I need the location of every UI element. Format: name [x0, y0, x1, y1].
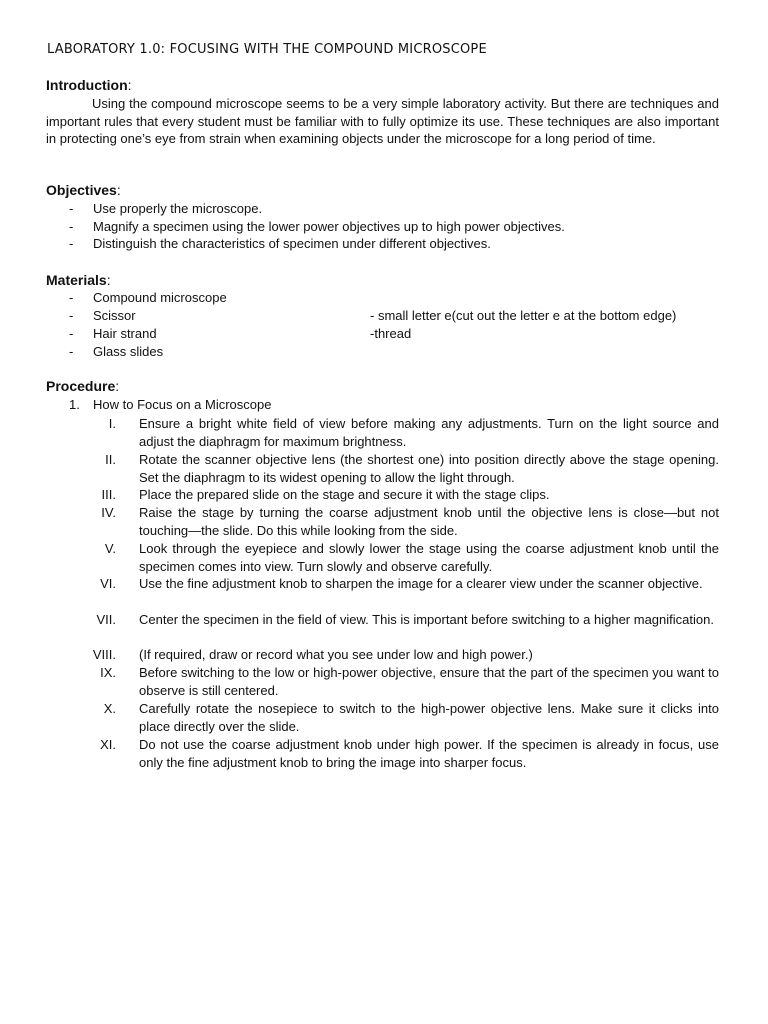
step-number: II.	[105, 452, 116, 467]
material-item	[0, 308, 768, 326]
bullet-dash: -	[69, 326, 74, 341]
material-text: Hair strand	[93, 326, 157, 341]
introduction-heading-text: Introduction	[46, 77, 128, 93]
introduction-heading-colon: :	[127, 77, 132, 93]
step-text: Carefully rotate the nosepiece to switch to the high-power objective lens. Make sure it clicks into place directly over the slide.	[139, 701, 719, 734]
materials-heading	[46, 272, 111, 288]
objective-item	[0, 219, 768, 237]
step-number: III.	[101, 487, 116, 502]
materials-heading-colon: :	[106, 272, 111, 288]
introduction-heading	[46, 77, 132, 93]
material-item	[0, 344, 768, 362]
section-number: 1.	[69, 397, 80, 412]
materials-heading-text: Materials	[46, 272, 107, 288]
procedure-section-title	[69, 397, 271, 412]
step-text: Do not use the coarse adjustment knob under high power. If the specimen is already in focus, use only the fine adjustment knob to bring the image into sharper focus.	[139, 737, 719, 770]
procedure-heading-text: Procedure	[46, 378, 116, 394]
step-text: Use the fine adjustment knob to sharpen the image for a clearer view under the scanner objective.	[139, 576, 703, 591]
step-number: VI.	[100, 576, 116, 591]
procedure-heading-colon: :	[115, 378, 120, 394]
bullet-dash: -	[69, 219, 74, 234]
step-number: VII.	[96, 612, 116, 627]
step-text: Raise the stage by turning the coarse adjustment knob until the objective lens is close—but not touching—the slide. Do this while looking from the side.	[139, 505, 719, 538]
material-item	[0, 326, 768, 344]
bullet-dash: -	[69, 236, 74, 251]
objectives-heading-text: Objectives	[46, 182, 117, 198]
material-text: Glass slides	[93, 344, 164, 359]
step-text: Look through the eyepiece and slowly lower the stage using the coarse adjustment knob until the specimen comes into view. Turn slowly and observe carefully.	[139, 541, 719, 574]
objective-item	[0, 236, 768, 254]
step-number: IV.	[101, 505, 116, 520]
objectives-heading-colon: :	[116, 182, 121, 198]
objectives-heading	[46, 182, 121, 198]
material-text: Scissor	[93, 308, 136, 323]
step-text: Ensure a bright white field of view before making any adjustments. Turn on the light source and adjust the diaphragm for maximum brightness.	[139, 416, 719, 449]
step-number: IX.	[100, 665, 116, 680]
bullet-dash: -	[69, 290, 74, 305]
bullet-dash: -	[69, 201, 74, 216]
section-title-text: How to Focus on a Microscope	[93, 397, 272, 412]
material-item	[0, 290, 768, 308]
objective-text: Distinguish the characteristics of specimen under different objectives.	[93, 236, 491, 251]
bullet-dash: -	[69, 308, 74, 323]
material-text: Compound microscope	[93, 290, 227, 305]
introduction-paragraph: Using the compound microscope seems to be a very simple laboratory activity. But there are techniques and important rules that every student must be familiar with to fully optimize its use. These techniques are also important in protecting one’s eye from strain when examining objects under the microscope for a long period of time.	[46, 96, 719, 147]
step-text: Rotate the scanner objective lens (the shortest one) into position directly above the stage opening. Set the diaphragm to its widest opening to allow the light through.	[139, 452, 719, 485]
objective-text: Magnify a specimen using the lower power objectives up to high power objectives.	[93, 219, 565, 234]
step-number: X.	[103, 701, 116, 716]
bullet-dash: -	[69, 344, 74, 359]
document-title: LABORATORY 1.0: FOCUSING WITH THE COMPOUND MICROSCOPE	[47, 42, 487, 57]
step-number: V.	[104, 541, 116, 556]
step-number: I.	[108, 416, 116, 431]
objective-text: Use properly the microscope.	[93, 201, 263, 216]
procedure-heading	[46, 378, 119, 394]
material-side-text: - small letter e(cut out the letter e at the bottom edge)	[370, 308, 677, 323]
objective-item	[0, 201, 768, 219]
step-text: Before switching to the low or high-power objective, ensure that the part of the specimen you want to observe is still centered.	[139, 665, 719, 698]
step-number: XI.	[100, 737, 116, 752]
step-number: VIII.	[92, 647, 116, 662]
step-text: (If required, draw or record what you see under low and high power.)	[139, 647, 533, 662]
step-text: Center the specimen in the field of view. This is important before switching to a higher magnification.	[139, 612, 714, 627]
step-text: Place the prepared slide on the stage and secure it with the stage clips.	[139, 487, 550, 502]
material-side-text: -thread	[370, 326, 412, 341]
